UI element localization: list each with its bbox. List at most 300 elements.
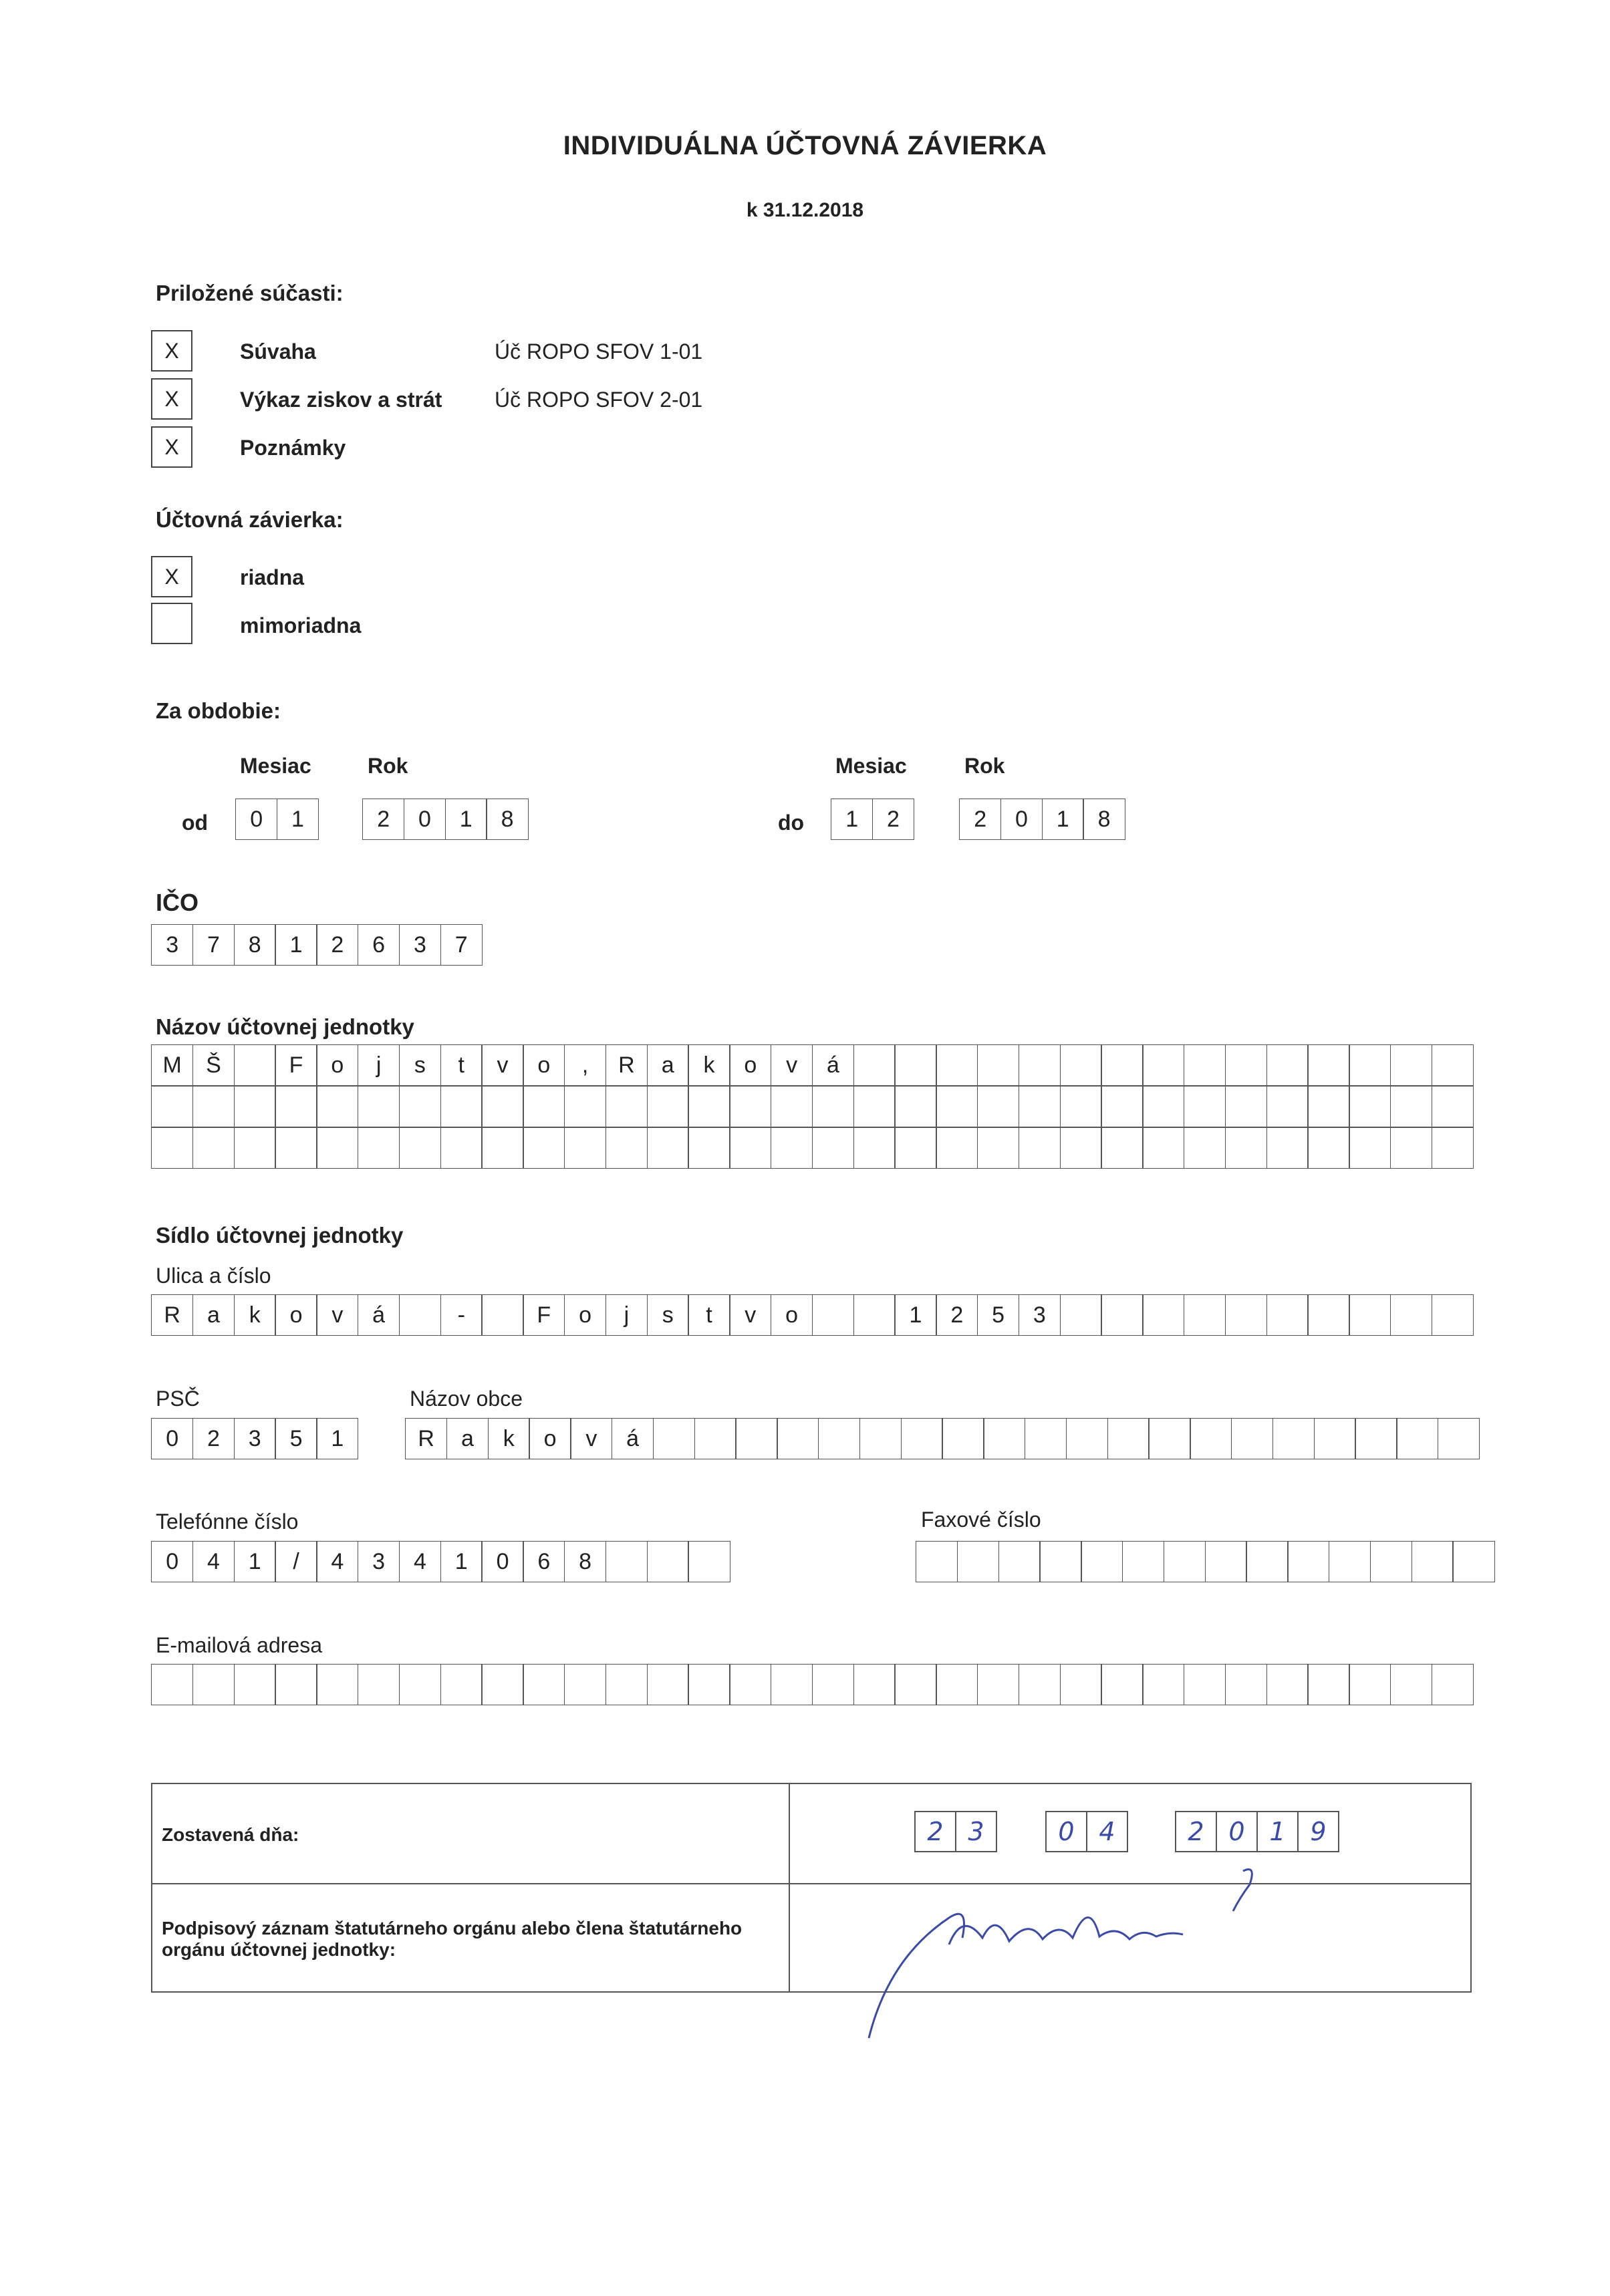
char-cell: á [612,1418,654,1459]
char-cell [192,1664,235,1705]
char-cell [399,1086,441,1127]
town-label: Názov obce [410,1387,523,1411]
digit-cell: 8 [486,799,528,840]
char-cell: k [234,1294,276,1336]
char-cell [399,1294,441,1336]
char-cell [853,1127,896,1169]
ico-label: IČO [156,889,199,916]
char-cell [606,1086,648,1127]
char-cell: , [564,1044,606,1086]
char-cell [688,1086,730,1127]
char-cell [440,1086,483,1127]
char-cell [1349,1044,1391,1086]
char-cell: F [523,1294,565,1336]
char-cell [1039,1541,1081,1582]
char-cell: 4 [316,1541,358,1582]
char-cell [957,1541,999,1582]
char-cell [1349,1664,1391,1705]
char-cell [936,1086,978,1127]
char-cell: o [316,1044,358,1086]
char-cell [1412,1541,1454,1582]
email-label: E-mailová adresa [156,1633,322,1657]
char-cell: t [440,1044,483,1086]
char-cell: o [771,1294,813,1336]
char-cell: 6 [358,924,400,966]
char-cell: 4 [399,1541,441,1582]
char-cell [481,1664,523,1705]
char-cell: o [529,1418,571,1459]
char-cell [1390,1127,1432,1169]
from-month-field[interactable] [235,799,318,840]
char-cell [1101,1044,1143,1086]
char-cell [481,1127,523,1169]
char-cell: 1 [234,1541,276,1582]
char-cell [1101,1086,1143,1127]
char-cell [358,1127,400,1169]
attachment-code: Úč ROPO SFOV 1-01 [495,339,703,364]
email-field[interactable] [151,1664,1473,1705]
entity-name-row-3[interactable] [151,1127,1473,1169]
char-cell: R [151,1294,193,1336]
char-cell [812,1127,854,1169]
char-cell [1432,1127,1474,1169]
from-year-field[interactable] [362,799,527,840]
regular-checkbox[interactable]: X [151,556,192,597]
to-label: do [778,811,805,835]
char-cell [1142,1294,1184,1336]
char-cell [1184,1294,1226,1336]
psc-field[interactable] [151,1418,358,1459]
char-cell [1432,1664,1474,1705]
char-cell [688,1664,730,1705]
char-cell [1266,1294,1309,1336]
char-cell [1432,1044,1474,1086]
char-cell [936,1044,978,1086]
char-cell [275,1127,317,1169]
char-cell: 2 [192,1418,235,1459]
char-cell [647,1086,689,1127]
char-cell [1287,1541,1329,1582]
char-cell [523,1127,565,1169]
char-cell [1225,1127,1267,1169]
char-cell [1314,1418,1356,1459]
char-cell [1101,1127,1143,1169]
char-cell: a [192,1294,235,1336]
char-cell [523,1086,565,1127]
char-cell [151,1127,193,1169]
char-cell [894,1127,936,1169]
compiled-year-field[interactable] [1175,1811,1338,1852]
digit-cell: 2 [362,799,404,840]
char-cell [316,1664,358,1705]
char-cell [1246,1541,1288,1582]
attachment-label: Výkaz ziskov a strát [240,388,442,412]
char-cell [192,1086,235,1127]
char-cell [275,1664,317,1705]
char-cell [234,1044,276,1086]
char-cell [1432,1086,1474,1127]
char-cell [694,1418,736,1459]
digit-cell: 9 [1297,1811,1339,1852]
char-cell [1066,1418,1108,1459]
char-cell [1349,1294,1391,1336]
char-cell: 3 [151,924,193,966]
char-cell [688,1541,730,1582]
table-divider [789,1784,790,1991]
char-cell [936,1664,978,1705]
char-cell [1225,1664,1267,1705]
char-cell [234,1664,276,1705]
attachment-code: Úč ROPO SFOV 2-01 [495,388,703,412]
signature-label: Podpisový záznam štatutárneho orgánu alebo člena štatutárneho orgánu účtovnej jednotky: [162,1918,743,1960]
digit-cell: 0 [1000,799,1043,840]
char-cell [440,1127,483,1169]
char-cell [606,1127,648,1169]
char-cell [1266,1664,1309,1705]
char-cell [564,1664,606,1705]
char-cell [1307,1044,1349,1086]
char-cell: 1 [275,924,317,966]
char-cell [316,1127,358,1169]
char-cell [894,1086,936,1127]
char-cell: a [647,1044,689,1086]
town-field[interactable] [405,1418,1479,1459]
char-cell [1438,1418,1480,1459]
to-year-label: Rok [964,754,1005,778]
digit-cell: 1 [1042,799,1084,840]
char-cell: o [523,1044,565,1086]
char-cell [853,1664,896,1705]
char-cell: 0 [151,1541,193,1582]
char-cell [234,1127,276,1169]
char-cell [192,1127,235,1169]
char-cell [1060,1086,1102,1127]
char-cell: v [481,1044,523,1086]
char-cell [1231,1418,1273,1459]
digit-cell: 0 [235,799,277,840]
char-cell: 8 [234,924,276,966]
char-cell: v [729,1294,771,1336]
entity-name-row-2[interactable] [151,1086,1473,1127]
char-cell [1355,1418,1397,1459]
char-cell: 3 [358,1541,400,1582]
char-cell: 3 [234,1418,276,1459]
char-cell [1142,1086,1184,1127]
attachment-label: Súvaha [240,339,316,364]
regular-label: riadna [240,565,305,589]
char-cell: j [606,1294,648,1336]
char-cell: 1 [440,1541,483,1582]
char-cell [735,1418,777,1459]
char-cell [771,1664,813,1705]
char-cell [977,1127,1019,1169]
char-cell [1307,1086,1349,1127]
char-cell [1107,1418,1150,1459]
char-cell [1019,1086,1061,1127]
char-cell: o [564,1294,606,1336]
char-cell: 2 [316,924,358,966]
char-cell: 0 [151,1418,193,1459]
compiled-day-field[interactable] [914,1811,996,1852]
char-cell [812,1664,854,1705]
digit-cell: 1 [277,799,319,840]
char-cell [812,1294,854,1336]
char-cell [853,1294,896,1336]
char-cell [1164,1541,1206,1582]
char-cell [1205,1541,1247,1582]
char-cell [481,1294,523,1336]
char-cell [481,1086,523,1127]
char-cell [275,1086,317,1127]
char-cell: v [570,1418,612,1459]
char-cell [916,1541,958,1582]
char-cell [1142,1127,1184,1169]
char-cell: 6 [523,1541,565,1582]
char-cell: s [647,1294,689,1336]
entity-name-row-1[interactable] [151,1044,1473,1086]
char-cell: 0 [481,1541,523,1582]
from-month-label: Mesiac [240,754,311,778]
period-heading: Za obdobie: [156,698,281,723]
char-cell [859,1418,902,1459]
char-cell [1184,1664,1226,1705]
char-cell [1266,1127,1309,1169]
char-cell: F [275,1044,317,1086]
char-cell [1101,1294,1143,1336]
digit-cell: 4 [1086,1811,1128,1852]
char-cell [729,1086,771,1127]
char-cell: s [399,1044,441,1086]
char-cell [901,1418,943,1459]
char-cell [151,1664,193,1705]
char-cell [1081,1541,1123,1582]
digit-cell: 1 [1256,1811,1299,1852]
char-cell [977,1086,1019,1127]
char-cell: 8 [564,1541,606,1582]
char-cell: t [688,1294,730,1336]
psc-label: PSČ [156,1387,200,1411]
char-cell: 1 [316,1418,358,1459]
char-cell: o [275,1294,317,1336]
digit-cell: 3 [955,1811,997,1852]
char-cell [771,1086,813,1127]
char-cell [1266,1044,1309,1086]
char-cell [1452,1541,1494,1582]
char-cell: a [446,1418,489,1459]
char-cell [977,1664,1019,1705]
attachment-checkbox[interactable]: X [151,330,192,372]
digit-cell: 2 [914,1811,956,1852]
char-cell [894,1664,936,1705]
street-field[interactable] [151,1294,1473,1336]
char-cell [523,1664,565,1705]
char-cell [1225,1294,1267,1336]
digit-cell: 0 [404,799,446,840]
to-month-label: Mesiac [835,754,907,778]
char-cell [1060,1127,1102,1169]
char-cell [1184,1044,1226,1086]
char-cell [564,1127,606,1169]
char-cell [1142,1044,1184,1086]
char-cell [1060,1664,1102,1705]
char-cell [653,1418,695,1459]
char-cell: v [316,1294,358,1336]
extraordinary-label: mimoriadna [240,613,362,637]
statement-type-heading: Účtovná závierka: [156,507,344,532]
char-cell [818,1418,860,1459]
digit-cell: 2 [872,799,914,840]
char-cell [1184,1086,1226,1127]
char-cell [440,1664,483,1705]
char-cell: k [688,1044,730,1086]
char-cell: 5 [977,1294,1019,1336]
char-cell [812,1086,854,1127]
char-cell [1396,1418,1438,1459]
digit-cell: 1 [445,799,487,840]
char-cell [399,1127,441,1169]
char-cell [1390,1294,1432,1336]
char-cell [1025,1418,1067,1459]
char-cell [729,1127,771,1169]
char-cell [1060,1294,1102,1336]
digit-cell: 0 [1045,1811,1087,1852]
char-cell [1307,1294,1349,1336]
char-cell: 4 [192,1541,235,1582]
from-year-label: Rok [368,754,408,778]
char-cell [1101,1664,1143,1705]
document-date: k 31.12.2018 [746,199,864,221]
char-cell [1266,1086,1309,1127]
char-cell [729,1664,771,1705]
char-cell [1019,1664,1061,1705]
char-cell [1349,1127,1391,1169]
extraordinary-checkbox[interactable] [151,603,192,644]
char-cell [647,1127,689,1169]
char-cell [1019,1127,1061,1169]
char-cell: / [275,1541,317,1582]
char-cell: o [729,1044,771,1086]
char-cell [1349,1086,1391,1127]
digit-cell: 1 [831,799,873,840]
char-cell: R [405,1418,447,1459]
attachments-heading: Priložené súčasti: [156,281,344,305]
char-cell: k [488,1418,530,1459]
char-cell [1148,1418,1190,1459]
char-cell [151,1086,193,1127]
char-cell [983,1418,1025,1459]
char-cell [977,1044,1019,1086]
char-cell [234,1086,276,1127]
char-cell [1370,1541,1412,1582]
street-label: Ulica a číslo [156,1264,271,1288]
char-cell [358,1086,400,1127]
char-cell [1390,1086,1432,1127]
seat-heading: Sídlo účtovnej jednotky [156,1223,404,1248]
char-cell [1390,1664,1432,1705]
char-cell: á [812,1044,854,1086]
compiled-label: Zostavená dňa: [162,1824,299,1845]
char-cell [1060,1044,1102,1086]
char-cell: R [606,1044,648,1086]
char-cell [1432,1294,1474,1336]
attachment-checkbox[interactable]: X [151,378,192,420]
char-cell: M [151,1044,193,1086]
char-cell [1329,1541,1371,1582]
char-cell: v [771,1044,813,1086]
char-cell [771,1127,813,1169]
char-cell [1225,1044,1267,1086]
char-cell: 7 [440,924,483,966]
char-cell [853,1086,896,1127]
ico-field[interactable] [151,924,481,966]
char-cell [942,1418,984,1459]
attachment-checkbox[interactable]: X [151,426,192,468]
char-cell [1142,1664,1184,1705]
from-label: od [182,811,209,835]
char-cell: á [358,1294,400,1336]
char-cell: 2 [936,1294,978,1336]
char-cell [606,1664,648,1705]
char-cell [1390,1044,1432,1086]
fax-label: Faxové číslo [921,1508,1041,1532]
char-cell [1019,1044,1061,1086]
char-cell [564,1086,606,1127]
phone-field[interactable] [151,1541,729,1582]
char-cell [1184,1127,1226,1169]
char-cell [1190,1418,1232,1459]
char-cell: - [440,1294,483,1336]
char-cell: Š [192,1044,235,1086]
digit-cell: 2 [1175,1811,1217,1852]
compiled-month-field[interactable] [1045,1811,1127,1852]
phone-label: Telefónne číslo [156,1510,299,1534]
fax-field[interactable] [916,1541,1494,1582]
char-cell [894,1044,936,1086]
digit-cell: 2 [959,799,1001,840]
char-cell [647,1664,689,1705]
char-cell [316,1086,358,1127]
char-cell: 1 [894,1294,936,1336]
char-cell: j [358,1044,400,1086]
char-cell: 7 [192,924,235,966]
char-cell [606,1541,648,1582]
char-cell [853,1044,896,1086]
attachment-label: Poznámky [240,436,346,460]
document-title: INDIVIDUÁLNA ÚČTOVNÁ ZÁVIERKA [563,131,1047,160]
entity-name-label: Názov účtovnej jednotky [156,1014,414,1039]
char-cell [1307,1664,1349,1705]
signature-drawing [829,1858,1297,2058]
char-cell: 3 [1019,1294,1061,1336]
char-cell [1122,1541,1164,1582]
char-cell [777,1418,819,1459]
digit-cell: 8 [1083,799,1125,840]
to-month-field[interactable] [831,799,914,840]
digit-cell: 0 [1216,1811,1258,1852]
char-cell [936,1127,978,1169]
char-cell [998,1541,1041,1582]
char-cell [647,1541,689,1582]
char-cell [1225,1086,1267,1127]
char-cell [358,1664,400,1705]
char-cell: 3 [399,924,441,966]
char-cell [1272,1418,1315,1459]
char-cell: 5 [275,1418,317,1459]
to-year-field[interactable] [959,799,1124,840]
char-cell [1307,1127,1349,1169]
char-cell [399,1664,441,1705]
char-cell [688,1127,730,1169]
